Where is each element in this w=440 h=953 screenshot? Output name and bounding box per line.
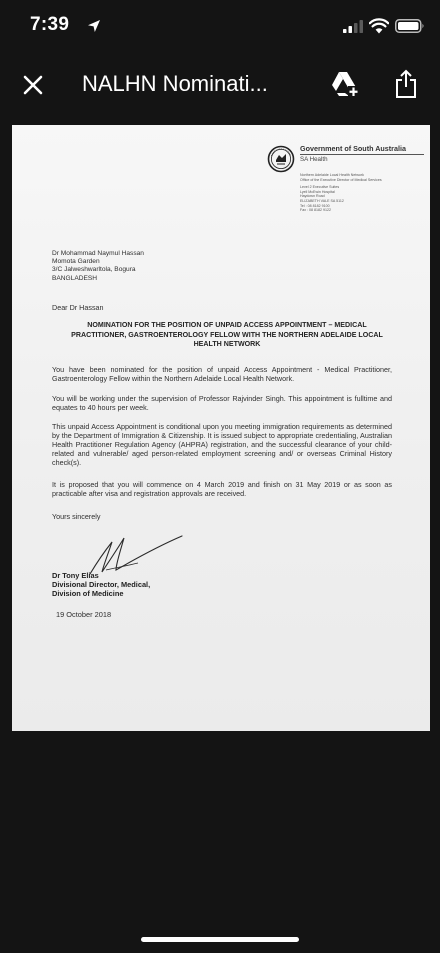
signatory-division: Division of Medicine	[52, 588, 124, 598]
letter-page	[12, 125, 430, 731]
home-indicator[interactable]	[141, 937, 299, 942]
cellular-signal-icon	[343, 20, 363, 33]
google-drive-add-icon[interactable]	[330, 69, 360, 99]
sa-government-crest-icon	[267, 145, 295, 173]
sender-line: Office of the Executive Director of Medical Services	[300, 177, 382, 182]
body-paragraph: It is proposed that you will commence on 4 March 2019 and finish on 31 May 2019 or as soon as practicable after visa and registration approvals are received.	[52, 480, 392, 498]
recipient-line: Dr Mohammad Naymul Hassan	[52, 250, 144, 257]
document-viewer[interactable]	[12, 125, 430, 731]
body-paragraph: You will be working under the supervision of Professor Rajvinder Singh. This appointment is fulltime and equates to 40 hours per week.	[52, 394, 392, 412]
sender-line: Fax : 08 8182 9122	[300, 208, 331, 213]
letterhead	[300, 144, 424, 163]
close-icon[interactable]	[20, 72, 46, 98]
battery-icon	[395, 19, 425, 33]
recipient-line: 3/C Jalweshwarltola, Bogura	[52, 266, 136, 274]
sender-line: Tel : 08 8182 9100	[300, 203, 330, 208]
closing: Yours sincerely	[52, 512, 101, 521]
signatory-title: Divisional Director, Medical,	[52, 579, 151, 589]
sender-line: Haydown Road	[300, 194, 325, 199]
signatory-name: Dr Tony Elias	[52, 571, 99, 580]
share-icon[interactable]	[394, 69, 418, 99]
wifi-icon	[369, 18, 389, 34]
sender-line: Northern Adelaide Local Health Network	[300, 173, 364, 177]
location-arrow-icon	[87, 19, 101, 33]
document-title: NALHN Nominati...	[82, 71, 268, 96]
letter-subject: NOMINATION FOR THE POSITION OF UNPAID ACCESS APPOINTMENT – MEDICAL PRACTITIONER, GASTROENTEROLOGY FELLOW WITH THE NORTHERN ADELAIDE LOCAL HEALTH NETWORK	[71, 321, 383, 349]
nav-bar	[0, 56, 440, 116]
sender-line: ELIZABETH VALE SA 5112	[300, 198, 344, 203]
body-paragraph: You have been nominated for the position of unpaid Access Appointment - Medical Practitioner, Gastroenterology Fellow within the Northern Adelaide Local Health Network.	[52, 365, 392, 383]
salutation: Dear Dr Hassan	[52, 303, 104, 312]
recipient-address	[52, 250, 144, 283]
sender-line: Level 2 Executive Suites	[300, 185, 340, 190]
sender-line: Lyell McEwin Hospital	[300, 189, 335, 194]
letterhead-subtitle: SA Health	[300, 156, 328, 163]
recipient-line: Momota Garden	[52, 258, 100, 266]
recipient-line: BANGLADESH	[52, 274, 98, 282]
letterhead-title: Government of South Australia	[300, 144, 406, 153]
letterhead-divider	[300, 154, 424, 155]
signatory	[52, 572, 150, 598]
sender-address	[300, 173, 424, 213]
body-paragraph: This unpaid Access Appointment is conditional upon you meeting immigration requirements as determined by the Department of Immigration & Citizenship. It is issued subject to appropriate credentialing, Australian Health Practitioner Regulation Agency (AHPRA) registration, and the successful clearance of your child-related and vulnerable/ aged person-related employment screening and/ or overseas Criminal History check(s).	[52, 422, 392, 467]
status-bar	[0, 0, 440, 56]
status-time: 7:39	[30, 14, 70, 35]
letter-date: 19 October 2018	[56, 610, 112, 619]
